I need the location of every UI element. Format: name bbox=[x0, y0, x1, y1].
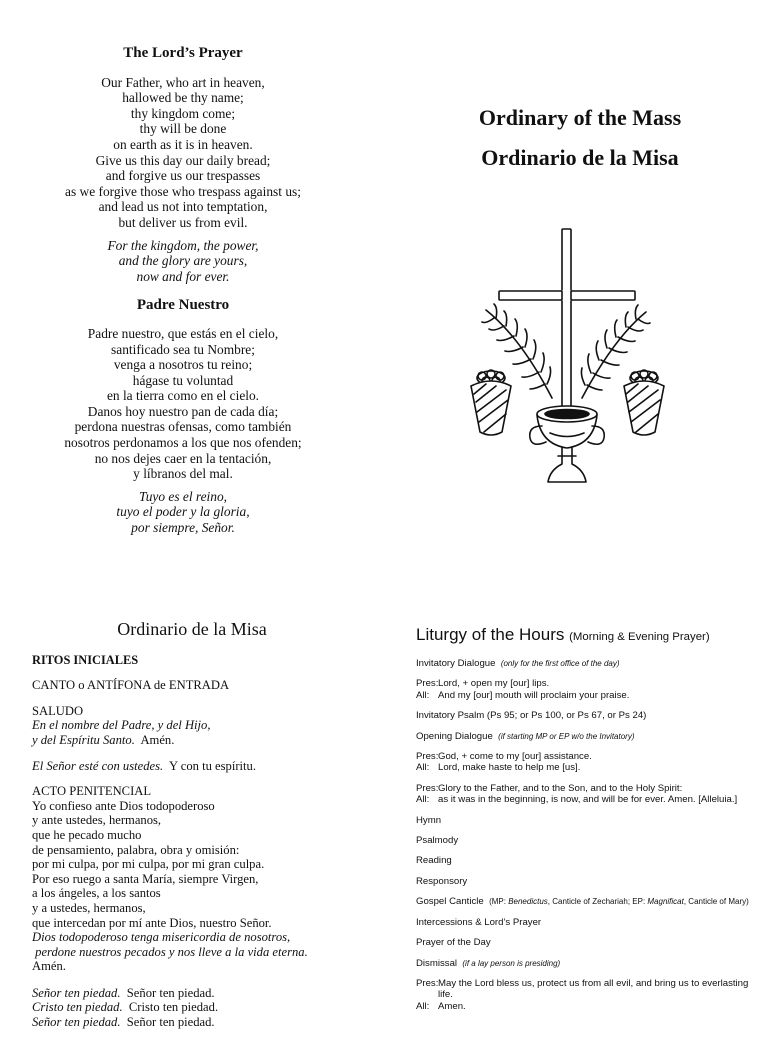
prayer-line: Give us this day our daily bread; bbox=[95, 152, 271, 168]
confiteor-line: y a ustedes, hermanos, bbox=[32, 900, 146, 915]
senor-greeting bbox=[32, 759, 352, 774]
lords-prayer-doxology bbox=[40, 238, 326, 285]
confiteor-line: por mi culpa, por mi culpa, por mi gran culpa. bbox=[32, 857, 265, 872]
dialogue-2 bbox=[416, 751, 760, 774]
prayer-line: Danos hoy nuestro pan de cada día; bbox=[87, 403, 279, 419]
confiteor-line: Por eso ruego a santa María, siempre Virgen, bbox=[32, 871, 259, 886]
kyrie-people: Señor ten piedad. bbox=[126, 985, 215, 1000]
speaker-label: Pres: bbox=[416, 782, 439, 794]
priest-line: El Señor esté con ustedes. bbox=[32, 758, 164, 773]
prayer-line: no nos dejes caer en la tentación, bbox=[94, 450, 272, 466]
prayer-line: thy kingdom come; bbox=[130, 105, 236, 121]
liturgy-hours-section bbox=[416, 624, 760, 1021]
speaker-label: All: bbox=[416, 1000, 430, 1012]
dialogue-text: Lord, + open my [our] lips. bbox=[438, 678, 550, 690]
prayer-line: but deliver us from evil. bbox=[118, 214, 248, 230]
lords-prayer-heading: The Lord’s Prayer bbox=[123, 45, 243, 61]
invitatory-dialogue bbox=[416, 658, 760, 669]
kyrie-people: Señor ten piedad. bbox=[126, 1015, 215, 1030]
dismissal-note: (if a lay person is presiding) bbox=[462, 958, 561, 968]
saludo-amen: Amén. bbox=[140, 732, 175, 747]
gospel-note-text: , Canticle of Mary) bbox=[683, 897, 749, 907]
opening-dialogue bbox=[416, 731, 760, 742]
dialogue-3 bbox=[416, 783, 760, 806]
prayer-line: venga a nosotros tu reino; bbox=[113, 357, 253, 373]
dialogue-text: Lord, make haste to help me [us]. bbox=[438, 762, 581, 774]
psalmody-item: Psalmody bbox=[416, 835, 459, 847]
prayer-line: and forgive us our trespasses bbox=[105, 168, 261, 184]
intercessions-item: Intercessions & Lord’s Prayer bbox=[416, 916, 542, 928]
saludo-label: SALUDO bbox=[32, 703, 84, 718]
speaker-label: All: bbox=[416, 689, 430, 701]
dialogue-text: Glory to the Father, and to the Son, and to the Holy Spirit: bbox=[438, 782, 683, 794]
cover-title bbox=[420, 98, 740, 178]
bread-basket-left-icon bbox=[471, 370, 511, 435]
saludo-block bbox=[32, 704, 352, 748]
doxology-line: por siempre, Señor. bbox=[131, 520, 235, 536]
prayer-line: as we forgive those who trespass against us; bbox=[65, 183, 301, 199]
canto-entrada: CANTO o ANTÍFONA de ENTRADA bbox=[32, 678, 230, 693]
gospel-canticle bbox=[416, 896, 760, 907]
kyrie-people: Cristo ten piedad. bbox=[128, 1000, 219, 1015]
ordinario-section bbox=[32, 619, 352, 1041]
dialogue-text: God, + come to my [our] assistance. bbox=[438, 751, 592, 763]
title-english: Ordinary of the Mass bbox=[478, 105, 682, 130]
prayer-line: on earth as it is in heaven. bbox=[113, 136, 253, 152]
invitatory-label: Invitatory Dialogue bbox=[416, 658, 496, 669]
prayer-line: Our Father, who art in heaven, bbox=[101, 74, 265, 90]
prayer-line: thy will be done bbox=[139, 121, 227, 137]
speaker-label: All: bbox=[416, 794, 430, 806]
responsory-item: Responsory bbox=[416, 875, 468, 887]
liturgy-title-row bbox=[416, 624, 760, 648]
ordinario-heading: Ordinario de la Misa bbox=[117, 619, 267, 639]
acto-penitencial-label: ACTO PENITENCIAL bbox=[32, 784, 152, 799]
prayer-line: hallowed be thy name; bbox=[122, 90, 244, 106]
opening-note: (if starting MP or EP w/o the Invitatory) bbox=[498, 731, 635, 741]
confiteor-line: a los ángeles, a los santos bbox=[32, 886, 161, 901]
cross-icon bbox=[562, 229, 571, 421]
confiteor-line: que he pecado mucho bbox=[32, 827, 142, 842]
prayer-line: y líbranos del mal. bbox=[133, 466, 233, 482]
prayer-line: en la tierra como en el cielo. bbox=[106, 388, 260, 404]
padre-nuestro-body bbox=[40, 326, 326, 482]
invitatory-psalm: Invitatory Psalm (Ps 95; or Ps 100, or Ps 67, or Ps 24) bbox=[416, 710, 647, 722]
kyrie-block bbox=[32, 986, 352, 1030]
people-line: Y con tu espíritu. bbox=[169, 758, 256, 773]
padre-nuestro-heading: Padre Nuestro bbox=[136, 297, 230, 314]
kyrie-priest: Señor ten piedad. bbox=[32, 985, 121, 1000]
dialogue-text: May the Lord bless us, protect us from all evil, and bring us to everlasting life. bbox=[438, 977, 749, 1001]
acto-penitencial-block bbox=[32, 784, 352, 974]
doxology-line: Tuyo es el reino, bbox=[138, 488, 228, 504]
confiteor-line: de pensamiento, palabra, obra y omisión: bbox=[32, 842, 240, 857]
confiteor-line: y ante ustedes, hermanos, bbox=[32, 813, 162, 828]
hymn-item: Hymn bbox=[416, 814, 442, 826]
prayer-line: and lead us not into temptation, bbox=[98, 199, 268, 215]
gospel-note-text: , Canticle of Zechariah; EP: bbox=[547, 897, 648, 907]
invitatory-note: (only for the first office of the day) bbox=[500, 659, 620, 668]
gospel-label: Gospel Canticle bbox=[416, 896, 484, 908]
acto-amen: Amén. bbox=[32, 959, 66, 974]
padre-nuestro-doxology bbox=[40, 489, 326, 536]
absolution-line: perdone nuestros pecados y nos lleve a la vida eterna. bbox=[32, 944, 308, 959]
saludo-line: y del Espíritu Santo. bbox=[32, 732, 135, 747]
lords-prayer-section bbox=[40, 46, 326, 543]
prayer-line: hágase tu voluntad bbox=[132, 372, 234, 388]
doxology-line: For the kingdom, the power, bbox=[107, 237, 259, 253]
lords-prayer-body bbox=[40, 75, 326, 231]
opening-label: Opening Dialogue bbox=[416, 730, 493, 742]
benedictus-text: Benedictus bbox=[508, 897, 548, 907]
speaker-label: Pres: bbox=[416, 751, 439, 763]
dialogue-1 bbox=[416, 678, 760, 701]
doxology-line: tuyo el poder y la gloria, bbox=[116, 504, 250, 520]
ritos-iniciales-heading: RITOS INICIALES bbox=[32, 652, 139, 667]
speaker-label: Pres: bbox=[416, 977, 439, 989]
confiteor-line: que intercedan por mí ante Dios, nuestro Señor. bbox=[32, 915, 272, 930]
doxology-line: and the glory are yours, bbox=[118, 253, 248, 269]
prayer-line: perdona nuestras ofensas, como también bbox=[74, 419, 292, 435]
dialogue-text: Amen. bbox=[438, 1000, 466, 1012]
bread-basket-right-icon bbox=[624, 370, 664, 435]
prayer-line: santificado sea tu Nombre; bbox=[111, 341, 255, 357]
gospel-note bbox=[489, 897, 749, 906]
prayer-of-day-item: Prayer of the Day bbox=[416, 937, 491, 949]
kyrie-priest: Cristo ten piedad. bbox=[32, 1000, 123, 1015]
dialogue-4 bbox=[416, 978, 760, 1012]
gospel-note-text: (MP: bbox=[489, 897, 509, 907]
prayer-line: nosotros perdonamos a los que nos ofenden; bbox=[64, 435, 302, 451]
speaker-label: All: bbox=[416, 762, 430, 774]
dismissal-label: Dismissal bbox=[416, 957, 458, 969]
dialogue-text: And my [our] mouth will proclaim your praise. bbox=[438, 689, 630, 701]
prayer-line: Padre nuestro, que estás en el cielo, bbox=[87, 325, 279, 341]
cross-chalice-illustration bbox=[466, 226, 672, 490]
doxology-line: now and for ever. bbox=[136, 268, 230, 284]
dismissal-item bbox=[416, 958, 760, 969]
kyrie-priest: Señor ten piedad. bbox=[32, 1015, 121, 1030]
dialogue-text: as it was in the beginning, is now, and will be for ever. Amen. [Alleluia.] bbox=[438, 794, 738, 806]
confiteor-line: Yo confieso ante Dios todopoderoso bbox=[32, 798, 215, 813]
reading-item: Reading bbox=[416, 855, 452, 867]
liturgy-subtitle: (Morning & Evening Prayer) bbox=[569, 631, 710, 643]
magnificat-text: Magnificat bbox=[647, 897, 684, 907]
saludo-line: En el nombre del Padre, y del Hijo, bbox=[32, 718, 211, 733]
chalice-icon bbox=[530, 406, 605, 482]
liturgy-title: Liturgy of the Hours bbox=[416, 625, 565, 644]
title-spanish: Ordinario de la Misa bbox=[481, 145, 679, 170]
absolution-line: Dios todopoderoso tenga misericordia de nosotros, bbox=[32, 930, 291, 945]
speaker-label: Pres: bbox=[416, 678, 439, 690]
